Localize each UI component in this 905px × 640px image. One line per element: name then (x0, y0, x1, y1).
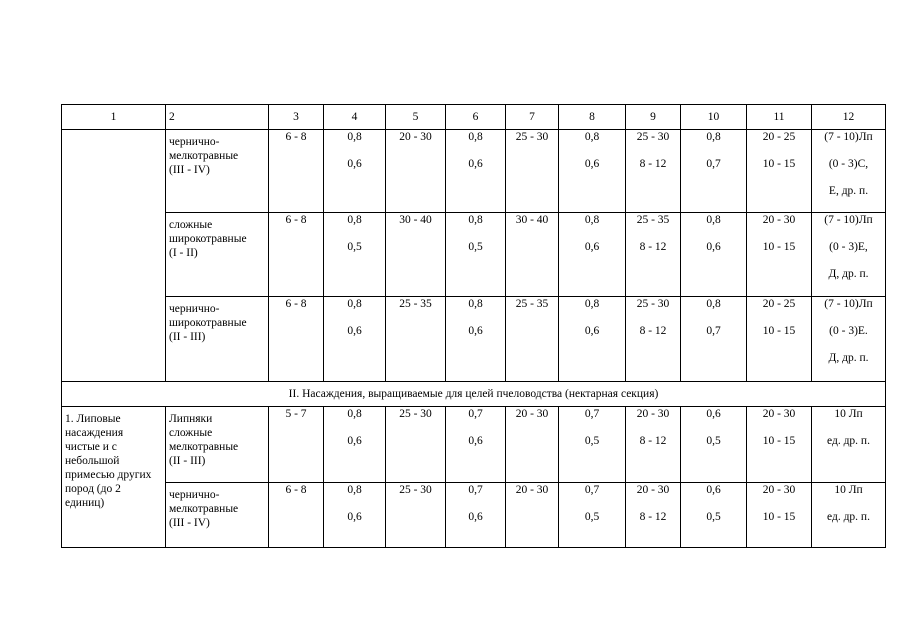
header-cell: 4 (324, 105, 386, 130)
header-cell: 2 (166, 105, 269, 130)
value-cell: 25 - 30 (506, 130, 559, 213)
stand-group-cell: 1. Липовые насаждения чистые и с небольшой примесью других пород (до 2 единиц) (62, 407, 166, 548)
value-cell: 20 - 30 8 - 12 (626, 407, 681, 483)
composition-cell: 10 Лп ед. др. п. (812, 407, 886, 483)
value-cell: 0,8 0,7 (681, 130, 747, 213)
forest-type-cell: чернично- мелкотравные (III - IV) (166, 483, 269, 548)
value-cell: 0,8 0,6 (559, 130, 626, 213)
value-cell: 0,8 0,6 (324, 297, 386, 382)
header-cell: 7 (506, 105, 559, 130)
value-cell: 20 - 30 (386, 130, 446, 213)
value-cell: 30 - 40 (386, 213, 446, 297)
table-row (62, 297, 886, 382)
forest-type-cell: чернично- мелкотравные (III - IV) (166, 130, 269, 213)
value-cell: 0,8 0,5 (446, 213, 506, 297)
header-cell: 6 (446, 105, 506, 130)
value-cell: 0,8 0,6 (446, 297, 506, 382)
table-row (62, 213, 886, 297)
header-cell: 3 (269, 105, 324, 130)
value-cell: 6 - 8 (269, 213, 324, 297)
value-cell: 25 - 35 (506, 297, 559, 382)
value-cell: 6 - 8 (269, 130, 324, 213)
composition-cell: (7 - 10)Лп (0 - 3)С, Е, др. п. (812, 130, 886, 213)
composition-cell: (7 - 10)Лп (0 - 3)Е. Д, др. п. (812, 297, 886, 382)
value-cell: 0,8 0,6 (324, 483, 386, 548)
header-cell: 1 (62, 105, 166, 130)
value-cell: 0,7 0,6 (446, 407, 506, 483)
value-cell: 6 - 8 (269, 297, 324, 382)
value-cell: 0,7 0,6 (446, 483, 506, 548)
value-cell: 0,7 0,5 (559, 483, 626, 548)
header-cell: 8 (559, 105, 626, 130)
table-row (62, 483, 886, 548)
value-cell: 0,8 0,5 (324, 213, 386, 297)
value-cell: 0,6 0,5 (681, 407, 747, 483)
header-cell: 10 (681, 105, 747, 130)
forest-type-cell: сложные широкотравные (I - II) (166, 213, 269, 297)
section-row (62, 382, 886, 407)
section-title: II. Насаждения, выращиваемые для целей пчеловодства (нектарная секция) (62, 382, 886, 407)
table-row (62, 130, 886, 213)
empty-group-cell (62, 130, 166, 382)
header-cell: 5 (386, 105, 446, 130)
value-cell: 20 - 30 10 - 15 (747, 213, 812, 297)
value-cell: 20 - 30 10 - 15 (747, 407, 812, 483)
value-cell: 25 - 30 (386, 483, 446, 548)
value-cell: 20 - 30 8 - 12 (626, 483, 681, 548)
value-cell: 20 - 30 (506, 483, 559, 548)
value-cell: 0,7 0,5 (559, 407, 626, 483)
value-cell: 0,6 0,5 (681, 483, 747, 548)
value-cell: 0,8 0,6 (559, 297, 626, 382)
value-cell: 20 - 25 10 - 15 (747, 297, 812, 382)
composition-cell: (7 - 10)Лп (0 - 3)Е, Д, др. п. (812, 213, 886, 297)
value-cell: 0,8 0,6 (681, 213, 747, 297)
header-row (62, 105, 886, 130)
value-cell: 6 - 8 (269, 483, 324, 548)
table-row (62, 407, 886, 483)
forest-type-cell: чернично- широкотравные (II - III) (166, 297, 269, 382)
composition-cell: 10 Лп ед. др. п. (812, 483, 886, 548)
header-cell: 9 (626, 105, 681, 130)
value-cell: 0,8 0,6 (324, 407, 386, 483)
value-cell: 25 - 35 (386, 297, 446, 382)
value-cell: 25 - 30 8 - 12 (626, 297, 681, 382)
forest-type-cell: Липняки сложные мелкотравные (II - III) (166, 407, 269, 483)
value-cell: 25 - 30 8 - 12 (626, 130, 681, 213)
value-cell: 5 - 7 (269, 407, 324, 483)
value-cell: 25 - 30 (386, 407, 446, 483)
value-cell: 25 - 35 8 - 12 (626, 213, 681, 297)
value-cell: 0,8 0,6 (559, 213, 626, 297)
value-cell: 30 - 40 (506, 213, 559, 297)
value-cell: 0,8 0,6 (446, 130, 506, 213)
value-cell: 0,8 0,6 (324, 130, 386, 213)
header-cell: 11 (747, 105, 812, 130)
value-cell: 20 - 30 (506, 407, 559, 483)
header-cell: 12 (812, 105, 886, 130)
value-cell: 20 - 30 10 - 15 (747, 483, 812, 548)
value-cell: 20 - 25 10 - 15 (747, 130, 812, 213)
forest-standards-table (61, 104, 886, 548)
value-cell: 0,8 0,7 (681, 297, 747, 382)
